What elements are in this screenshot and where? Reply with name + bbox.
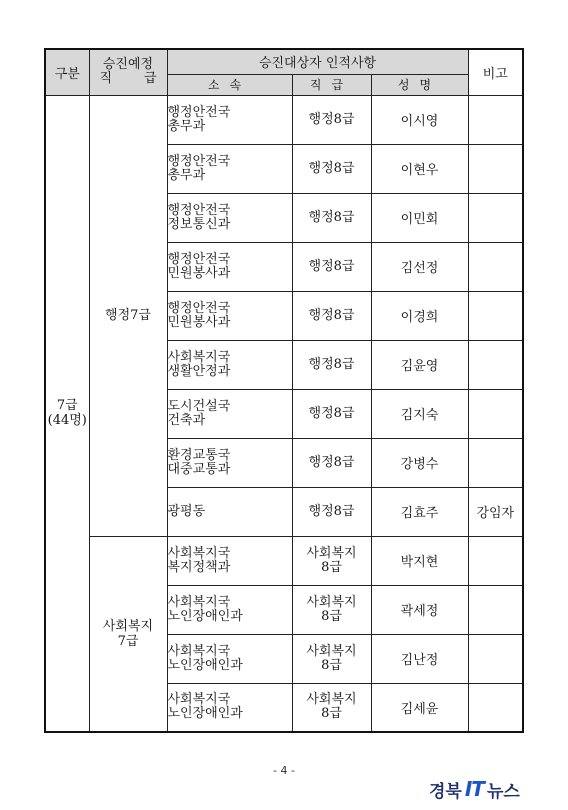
grade-line1: 행정8급	[308, 405, 355, 421]
rank-group-cell	[89, 95, 167, 536]
grade-line1: 사회복지	[306, 594, 357, 610]
name-cell: 김세윤	[371, 683, 468, 732]
dept-cell	[167, 585, 292, 634]
dept-line1: 사회복지국	[167, 349, 231, 365]
header-rank-line2	[90, 72, 167, 86]
name-cell: 이현우	[371, 144, 468, 193]
category-line1: 7급	[56, 398, 78, 414]
dept-line1: 도시건설국	[167, 398, 231, 414]
dept-line1: 행정안전국	[167, 104, 231, 120]
page-number: - 4 -	[273, 764, 295, 777]
note-cell	[468, 340, 523, 389]
grade-cell	[292, 536, 371, 585]
header-rank-line2-a: 직	[99, 71, 113, 87]
name-cell: 김지숙	[371, 389, 468, 438]
name-cell: 김효주	[371, 487, 468, 536]
dept-cell	[167, 389, 292, 438]
dept-line1: 사회복지국	[167, 545, 231, 561]
dept-line2: 정보통신과	[167, 216, 231, 232]
name-cell: 이경희	[371, 291, 468, 340]
grade-cell	[292, 389, 371, 438]
news-logo	[429, 776, 559, 802]
dept-line1: 환경교통국	[167, 447, 231, 463]
header-name: 성명	[371, 74, 468, 95]
dept-line2: 생활안정과	[167, 363, 231, 379]
dept-line2: 노인장애인과	[167, 608, 243, 624]
dept-cell	[167, 242, 292, 291]
note-cell	[468, 683, 523, 732]
grade-line1: 행정8급	[308, 503, 355, 519]
grade-line1: 행정8급	[308, 111, 355, 127]
dept-line1: 행정안전국	[167, 202, 231, 218]
grade-cell	[292, 95, 371, 144]
name-cell: 이시영	[371, 95, 468, 144]
header-dept: 소속	[167, 74, 292, 95]
dept-cell	[167, 438, 292, 487]
name-cell: 박지현	[371, 536, 468, 585]
table-row	[45, 536, 523, 585]
grade-cell	[292, 487, 371, 536]
dept-cell	[167, 95, 292, 144]
category-cell	[45, 95, 89, 732]
grade-cell	[292, 291, 371, 340]
dept-cell	[167, 144, 292, 193]
logo-part3: 뉴스	[486, 781, 520, 802]
dept-cell	[167, 291, 292, 340]
header-rank-line2-b: 급	[143, 71, 157, 87]
table-body	[45, 95, 523, 732]
name-cell: 강병수	[371, 438, 468, 487]
rank-group-line2: 7급	[117, 633, 139, 649]
name-cell: 김난정	[371, 634, 468, 683]
grade-line1: 사회복지	[306, 643, 357, 659]
grade-cell	[292, 144, 371, 193]
promotion-table	[44, 48, 524, 733]
name-cell: 곽세정	[371, 585, 468, 634]
grade-line1: 행정8급	[308, 454, 355, 470]
dept-cell	[167, 536, 292, 585]
dept-line2: 노인장애인과	[167, 657, 243, 673]
note-cell	[468, 291, 523, 340]
header-grade: 직급	[292, 74, 371, 95]
grade-line1: 행정8급	[308, 258, 355, 274]
grade-cell	[292, 634, 371, 683]
dept-line1: 광평동	[167, 503, 206, 519]
name-cell: 이민회	[371, 193, 468, 242]
note-cell	[468, 585, 523, 634]
note-cell	[468, 536, 523, 585]
name-cell: 김선정	[371, 242, 468, 291]
rank-group-line1: 사회복지	[102, 618, 154, 634]
header-note: 비고	[468, 49, 523, 95]
header-group-title: 승진대상자 인적사항	[167, 49, 468, 74]
dept-line1: 사회복지국	[167, 594, 231, 610]
grade-line1: 행정8급	[308, 160, 355, 176]
grade-line2: 8급	[321, 559, 342, 575]
grade-cell	[292, 683, 371, 732]
grade-cell	[292, 242, 371, 291]
grade-line2: 8급	[321, 706, 342, 722]
note-cell	[468, 634, 523, 683]
rank-group-line1: 행정7급	[105, 308, 151, 323]
dept-cell	[167, 487, 292, 536]
dept-cell	[167, 193, 292, 242]
dept-cell	[167, 683, 292, 732]
dept-line2: 민원봉사과	[167, 314, 231, 330]
category-line2: (44명)	[47, 413, 87, 429]
dept-line1: 사회복지국	[167, 643, 231, 659]
dept-line2: 건축과	[167, 412, 206, 428]
dept-cell	[167, 340, 292, 389]
grade-line1: 행정8급	[308, 209, 355, 225]
grade-line2: 8급	[321, 608, 342, 624]
dept-line2: 대중교통과	[167, 461, 231, 477]
dept-cell	[167, 634, 292, 683]
note-cell	[468, 242, 523, 291]
grade-line2: 8급	[321, 657, 342, 673]
dept-line1: 사회복지국	[167, 692, 231, 708]
grade-cell	[292, 340, 371, 389]
dept-line1: 행정안전국	[167, 153, 231, 169]
dept-line2: 총무과	[167, 167, 206, 183]
table-row	[45, 95, 523, 144]
grade-line1: 행정8급	[308, 356, 355, 372]
header-rank-line1: 승진예정	[102, 57, 154, 73]
grade-line1: 사회복지	[306, 545, 357, 561]
rank-group-cell	[89, 536, 167, 732]
logo-part2: IT	[464, 777, 484, 801]
grade-cell	[292, 585, 371, 634]
note-cell	[468, 144, 523, 193]
logo-part1: 경북	[429, 781, 462, 802]
header-rank	[89, 49, 167, 95]
dept-line2: 민원봉사과	[167, 265, 231, 281]
header-category: 구분	[45, 49, 89, 95]
note-cell: 강임자	[468, 487, 523, 536]
dept-line1: 행정안전국	[167, 251, 231, 267]
note-cell	[468, 438, 523, 487]
dept-line2: 총무과	[167, 118, 206, 134]
dept-line1: 행정안전국	[167, 300, 231, 316]
name-cell: 김윤영	[371, 340, 468, 389]
note-cell	[468, 95, 523, 144]
dept-line2: 복지정책과	[167, 559, 231, 575]
grade-cell	[292, 193, 371, 242]
note-cell	[468, 193, 523, 242]
note-cell	[468, 389, 523, 438]
grade-line1: 행정8급	[308, 307, 355, 323]
grade-cell	[292, 438, 371, 487]
dept-line2: 노인장애인과	[167, 706, 243, 722]
grade-line1: 사회복지	[306, 692, 357, 708]
